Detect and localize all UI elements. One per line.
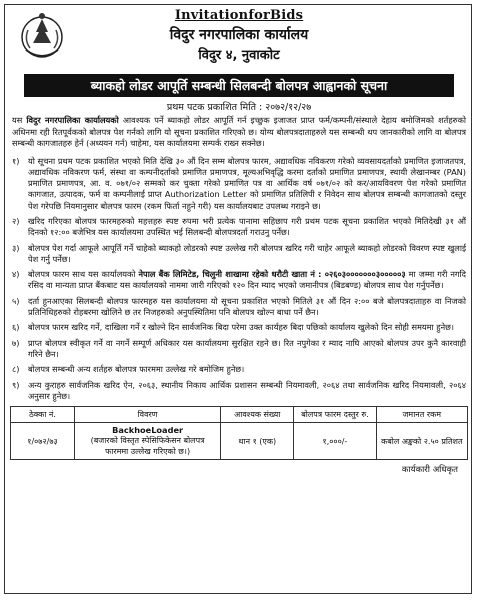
header-description: विवरण — [74, 407, 220, 423]
item-number: ५) — [12, 295, 20, 306]
notice-header — [10, 6, 468, 72]
notice-title: InvitationforBids — [174, 8, 304, 23]
cell-security: कबोल अङ्कको २.५० प्रतिशत — [376, 423, 467, 460]
item-number: ९) — [12, 379, 20, 390]
intro-lead: यस — [12, 115, 27, 125]
item-text: दर्ता हुनआएका सिलबन्दी बोलपत्र फारमहरु यस कार्यालयमा यो सूचना प्रकाशित भएको मितिले ३१ औं दिन २:०० बजे बोलपत्रदाताहरु वा निजको प्रतिनिधिहरुको रोहबरमा खोलिने छ तर निजहरुको अनुपस्थितिमा पनि बोलपत्र खोल्न बाधा पर्ने छैन। — [28, 295, 466, 318]
item-number: ८) — [12, 364, 20, 375]
item-number: ७) — [12, 337, 20, 348]
item-text: खरिद गरिएका बोलपत्र फारमहरुको महत्तहरु स्पष्ट रुपमा भरी प्रत्येक पानामा सहिछाप गरी प्रथम पटक सूचना प्रकाशित भएको मितिदेखी ३१ औं दिनको १२:०० बजेभित्र यस कार्यालयमा उपस्थित भई सिलबन्दी बोलपत्रदर्ता गराउनु पर्नेछ। — [28, 215, 466, 238]
cell-form-fee: १,०००/- — [294, 423, 376, 460]
item-text: बोलपत्र पेश गर्दा आफूले आपूर्ति गर्ने चाहेको ब्याकहो लोडरको स्पष्ट उल्लेख गरी बोलपत्र खरिद गरी चाहेर आफूले ब्याकहो लोडरको विवरण स्पष्ट खुलाई पेश गर्नु पर्नेछ। — [28, 242, 466, 264]
item-number: २) — [12, 215, 20, 226]
header-form-fee: बोलपत्र फारम दस्तुर रु. — [294, 407, 376, 423]
item-number: ३) — [12, 242, 20, 253]
cell-quantity: थान १ (एक) — [221, 423, 294, 460]
header-security: जमानत रकम — [376, 407, 467, 423]
item-number: ४) — [12, 269, 20, 280]
item-text-lead: बोलपत्र फारम साथ यस कार्यालयको — [28, 269, 139, 280]
notice-banner: ब्याकहो लोडर आपूर्ति सम्बन्धी सिलबन्दी बोलपत्र आह्वानको सूचना — [24, 74, 454, 97]
description-note: (बजारको विस्तृत स्पेसिफिकेसन बोलपत्र फारममा उल्लेख गरिएको छ।) — [90, 436, 205, 457]
item-text: यो सूचना प्रथम पटक प्रकाशित भएको मिति देखि ३० औं दिन सम्म बोलपत्र फारम, अद्यावधिक नविकरण गरेको व्यवसायदर्ताको प्रमाणित इजाजतपत्र, अद्यावधिक नविकरण फर्म, संस्था वा कम्पनीदर्ताको प्रमाणित प्रमाणपत्र, मूल्यअभिवृद्धि करमा दर्ताको प्रमाणित प्रमाणपत्र, स्थायी लेखानम्बर (PAN) प्रमाणित प्रमाणपत्र, आ. व. ०७१/०२ सम्मको कर चुक्ता गरेको प्रमाणित पत्र वा आर्थिक वर्ष ०७१/०२ को कर/आयविवरण पेश गरेको प्रमाणित कागजात, उत्पादक, फर्म वा कम्पनीलाई प्राप्त Authorization Letter को प्रमाणित प्रतिलिपी र निवेदन साथ बोलपत्र सम्बन्धी कागजातको दस्तुर पेश गरेपछि नियमानुसार बोलपत्र फारम (रकम फिर्ता नहुने गरी) यस कार्यालयबाट उपलब्ध गराइने छ। — [28, 155, 466, 211]
item-text: बोलपत्र फारम खरिद गर्ने, दाखिला गर्ने र खोल्ने दिन सार्वजनिक बिदा परेमा उक्त कार्यहरु बिदा पछिको कार्यालय खुलेको दिन सोही समयमा हुनेछ। — [28, 322, 454, 333]
intro-rest: आवश्यक पर्ने ब्याकहो लोडर आपूर्ति गर्न इच्छुक इजाजत प्राप्त फर्म/कम्पनी/संस्थाले देहाय बमोजिमको शर्तहरुको अधिनमा रही रितपूर्वकको बोलपत्र पेश गर्नको लागि यो सूचना प्रकाशित गरिएको छ। योग्य बोलपत्रदाताहरुले यस सम्बन्धी थप जानकारीको लागि वा बोलपत्र सम्बन्धी कागजातहरु हेर्न (अध्ययन गर्न) चाहेमा, यस कार्यालयमा सम्पर्क राख्न सक्नेछ। — [12, 115, 466, 148]
office-address: विदुर ४, नुवाकोट — [198, 48, 280, 63]
item-text: बोलपत्र सम्बन्धी अन्य शर्तहरु बोलपत्र फारममा उल्लेख गरे बमोजिम हुनेछ। — [28, 364, 245, 375]
cell-contract-no: १/०७२/७३ — [11, 423, 75, 460]
header-contract-no: ठेक्का नं. — [11, 407, 75, 423]
item-number: १) — [12, 155, 20, 166]
item-number: ६) — [12, 322, 20, 333]
office-name: विदुर नगरपालिका कार्यालय — [169, 27, 309, 43]
publication-date: प्रथम पटक प्रकाशित मिति : २०७२/१२/२७ — [166, 102, 312, 113]
description-title: BackhoeLoader — [112, 425, 184, 436]
item-text: अन्य कुराहरु सार्वजनिक खरिद ऐन, २०६३, स्थानीय निकाय आर्थिक प्रशासन सम्बन्धी नियमावली, २०६४ तथा सार्वजनिक खरिद नियमावली, २०६४ अनुसार हुनेछ। — [28, 379, 466, 401]
signoff: कार्यकारी अधिकृत — [401, 465, 458, 476]
item-text: प्राप्त बोलपत्र स्वीकृत गर्ने वा नगर्ने सम्पूर्ण अधिकार यस कार्यालयमा सुरक्षित रहने छ। रित नपुगेका र म्याद नाघि आएको बोलपत्र उपर कुनै कारवाही गरिने छैन। — [28, 337, 466, 359]
page-border — [4, 4, 472, 594]
intro-office-bold: विदुर नगरपालिका कार्यालयको — [26, 115, 119, 125]
bank-account-bold: नेपाल बैंक लिमिटेड, चिलुनी शाखामा रहेको धरौटी खाता नं : ०२६०३०००००००३०००००३ — [138, 269, 406, 280]
item-text-rest: मा जम्मा गरी नगदि रसिद वा मान्यता प्राप्त बैंकबाट यस कार्यालयको नाममा जारी गरिएको १२० दिन म्याद भएको जमानीपत्र (बिडबण्ड) बोलपत्र साथ पेश गर्नुपर्नेछ। — [28, 269, 466, 291]
header-quantity: आवश्यक संख्या — [221, 407, 294, 423]
